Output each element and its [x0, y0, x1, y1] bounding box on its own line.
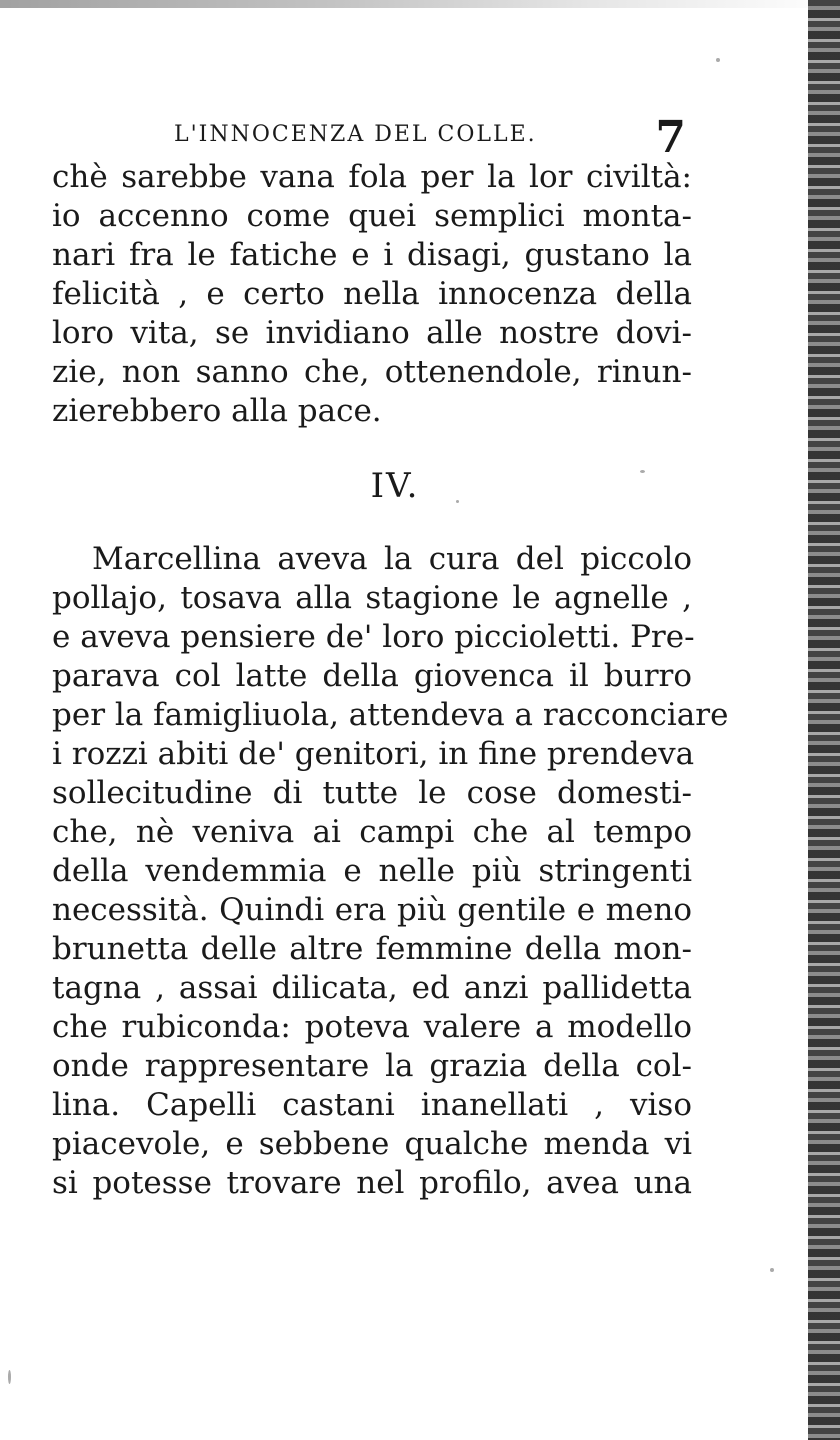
text-line: parava col latte della giovenca il burro	[52, 658, 692, 694]
page-number: 7	[655, 112, 686, 163]
text-line: tagna , assai dilicata, ed anzi pallidetta	[52, 970, 692, 1006]
text-line: necessità. Quindi era più gentile e meno	[52, 892, 692, 928]
text-line: piacevole, e sebbene qualche menda vi	[52, 1126, 692, 1162]
chapter-heading: IV.	[370, 466, 420, 506]
paper-speck	[8, 1370, 11, 1384]
running-head-title: L'INNOCENZA DEL COLLE.	[174, 122, 537, 147]
text-line: e aveva pensiere de' loro piccioletti. Pre-	[52, 619, 695, 655]
paper-speck	[640, 470, 645, 473]
text-line: chè sarebbe vana fola per la lor civiltà:	[52, 159, 692, 195]
page-top-edge	[0, 0, 840, 8]
paper-speck	[770, 1268, 774, 1272]
text-line: per la famigliuola, attendeva a racconciare	[52, 697, 729, 733]
text-line: loro vita, se invidiano alle nostre dovi-	[52, 315, 692, 351]
paragraph-2	[52, 540, 729, 1203]
paper-speck	[716, 58, 720, 62]
text-line: io accenno come quei semplici monta-	[52, 198, 692, 234]
paper-speck	[456, 500, 459, 503]
text-line: si potesse trovare nel profilo, avea una	[52, 1165, 692, 1201]
text-line: Marcellina aveva la cura del piccolo	[92, 541, 692, 577]
text-line: zierebbero alla pace.	[52, 393, 382, 429]
text-line: che rubiconda: poteva valere a modello	[52, 1009, 692, 1045]
text-line: che, nè veniva ai campi che al tempo	[52, 814, 692, 850]
text-line: i rozzi abiti de' genitori, in fine prendeva	[52, 736, 695, 772]
text-line: felicità , e certo nella innocenza della	[52, 276, 692, 312]
page-binding-edge	[808, 0, 840, 1440]
text-line: della vendemmia e nelle più stringenti	[52, 853, 692, 889]
text-line: brunetta delle altre femmine della mon-	[52, 931, 692, 967]
text-line: pollajo, tosava alla stagione le agnelle ,	[52, 580, 692, 616]
paragraph-1	[52, 158, 692, 431]
text-line: onde rappresentare la grazia della col-	[52, 1048, 692, 1084]
text-line: lina. Capelli castani inanellati , viso	[52, 1087, 692, 1123]
text-line: sollecitudine di tutte le cose domesti-	[52, 775, 692, 811]
text-line: nari fra le fatiche e i disagi, gustano la	[52, 237, 692, 273]
text-line: zie, non sanno che, ottenendole, rinun-	[52, 354, 692, 390]
